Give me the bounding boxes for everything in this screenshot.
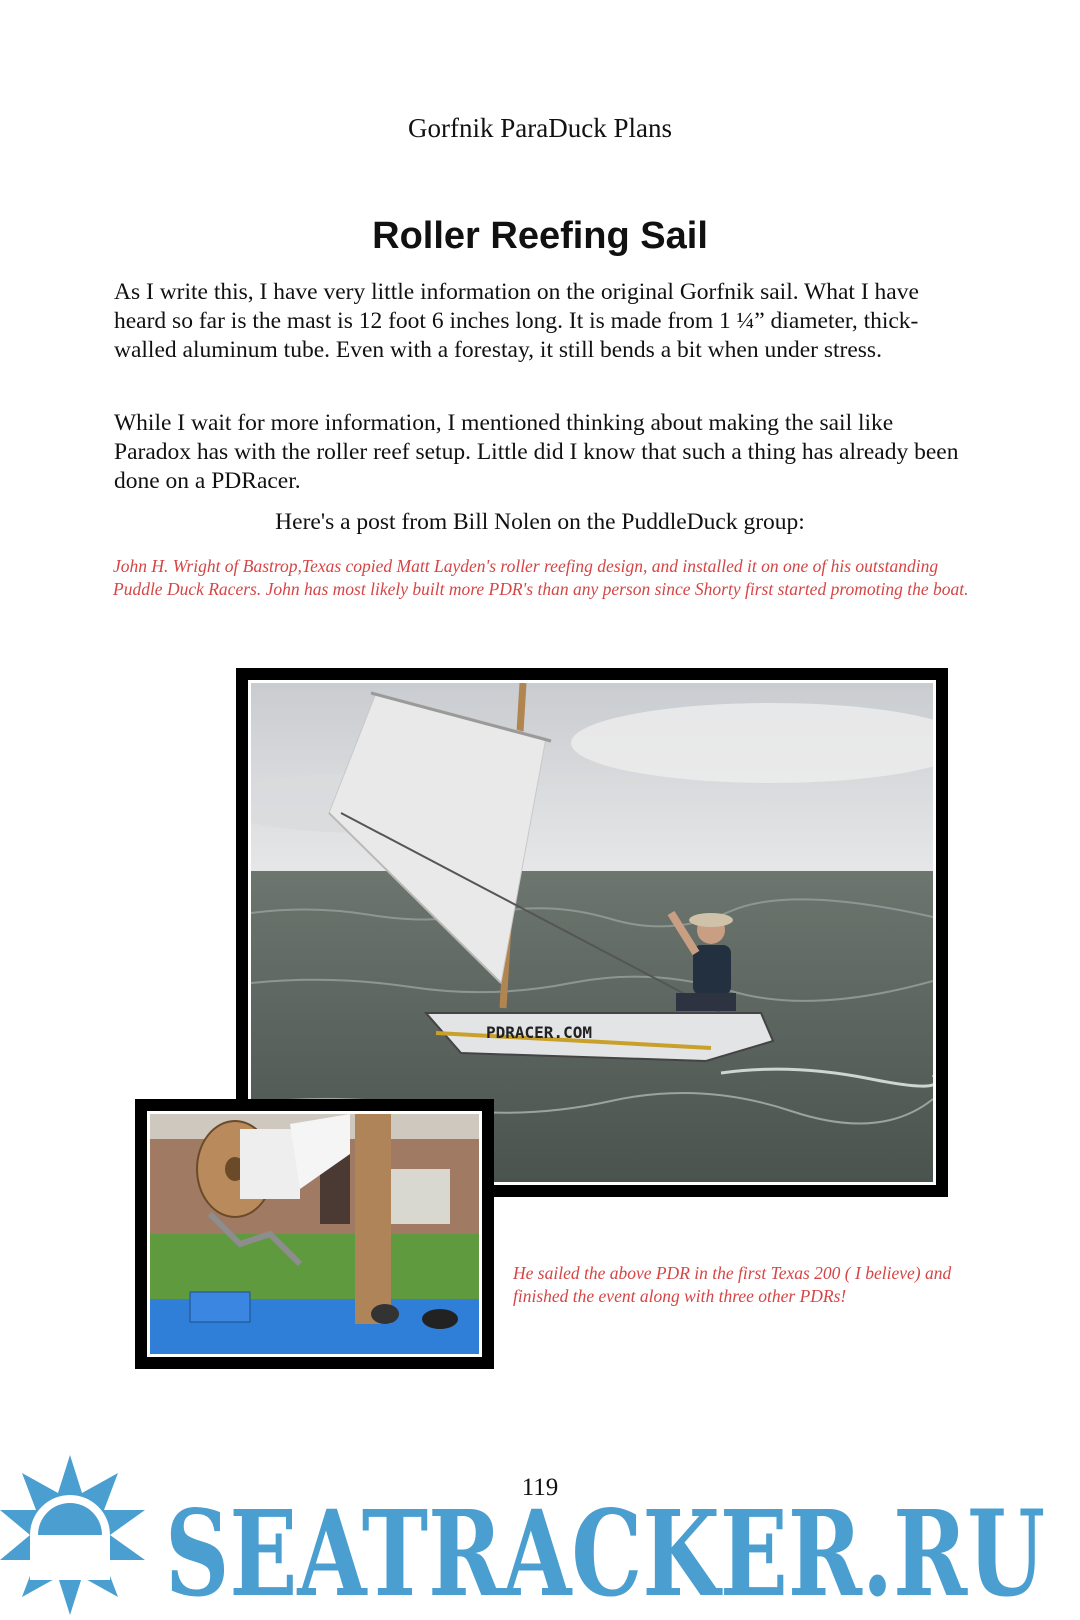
page-header: Gorfnik ParaDuck Plans	[408, 113, 672, 143]
page-number: 119	[521, 1474, 559, 1501]
quoted-post: John H. Wright of Bastrop,Texas copied Matt Layden's roller reefing design, and installed it on one of his outstanding Puddle Duck Racers. John has most likely built more PDR's than any person since Shorty first started promoting the boat.	[113, 556, 969, 599]
post-intro-line: Here's a post from Bill Nolen on the PuddleDuck group:	[275, 509, 805, 535]
seatracker-watermark	[0, 1455, 1080, 1620]
roller-reef-detail-photo	[150, 1114, 479, 1354]
photo-caption: He sailed the above PDR in the first Texas 200 ( I believe) and finished the event along with three other PDRs!	[513, 1263, 952, 1306]
detail-photo-frame	[135, 1099, 494, 1369]
hull-text: PDRACER.COM	[486, 1023, 592, 1042]
watermark-text: SEATRACKER.RU	[165, 1484, 1045, 1620]
page-title: Roller Reefing Sail	[372, 215, 708, 257]
paragraph-intro: As I write this, I have very little information on the original Gorfnik sail. What I have heard so far is the mast is 12 foot 6 inches long. It is made from 1 ¼” diameter, thick-walled aluminum tube. Even with a forestay, it still bends a bit when under stress.	[114, 279, 919, 363]
sun-logo-icon	[0, 1455, 145, 1615]
paragraph-roller-reef: While I wait for more information, I mentioned thinking about making the sail like Paradox has with the roller reef setup. Little did I know that such a thing has already been done on a PDRacer.	[114, 410, 959, 494]
